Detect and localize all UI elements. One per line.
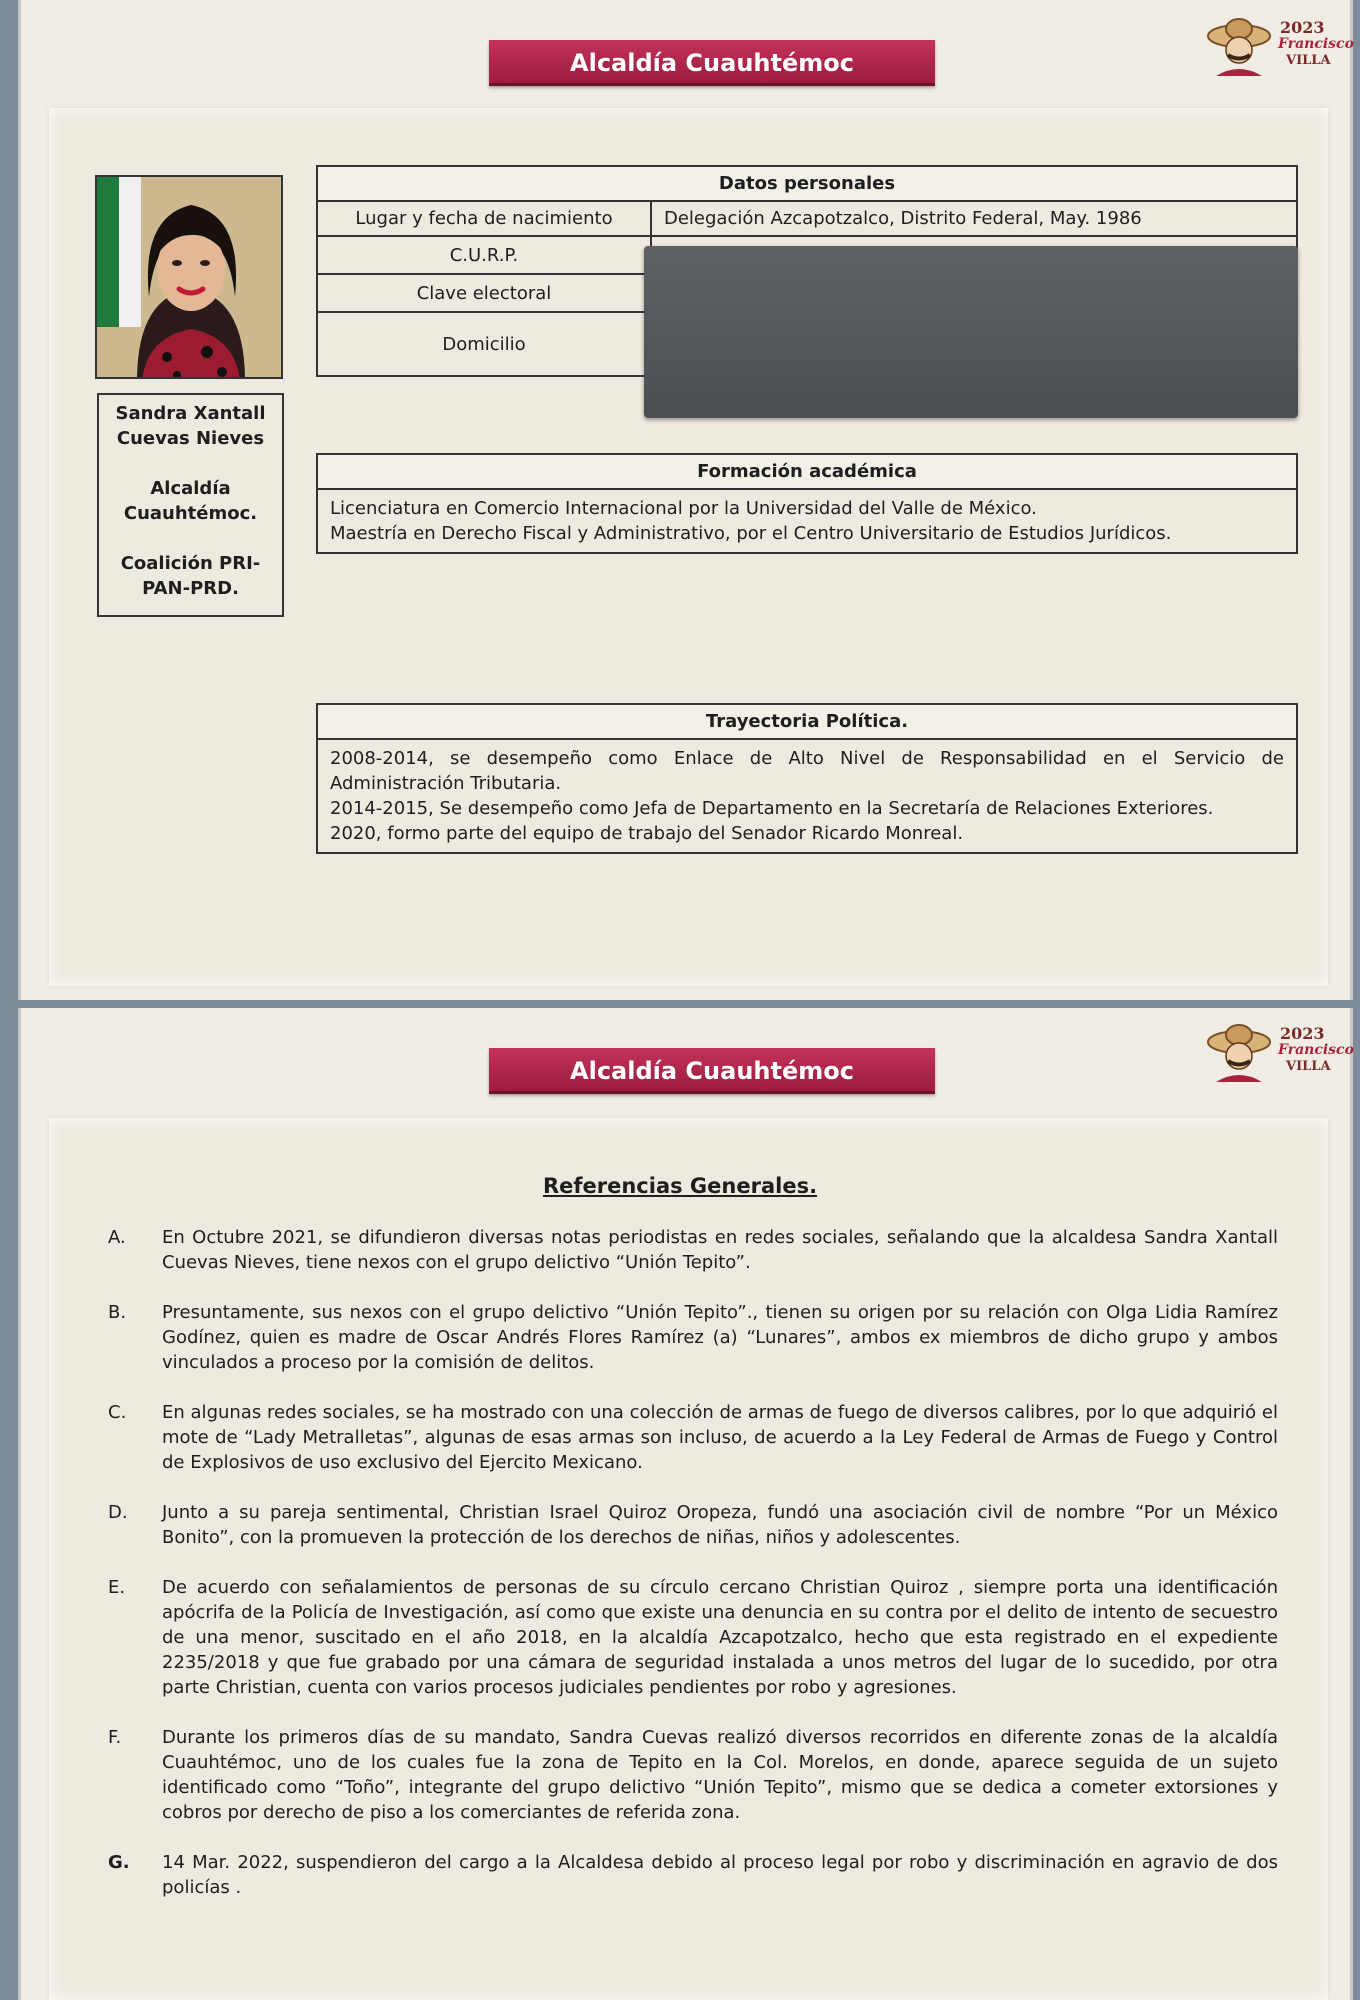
list-item bbox=[108, 1725, 1278, 1825]
academic-line: Licenciatura en Comercio Internacional por la Universidad del Valle de México. bbox=[330, 498, 1037, 519]
francisco-villa-logo bbox=[1206, 1012, 1356, 1102]
political-box bbox=[316, 703, 1298, 854]
logo-surname: VILLA bbox=[1286, 1059, 1331, 1074]
item-text: De acuerdo con señalamientos de personas de su círculo cercano Christian Quiroz , siempre porta una identificación apócrifa de la Policía de Investigación, así como que existe una denuncia en su contra por el delito de intento de secuestro de una menor, suscitado en el año 2018, en la alcaldía Azcapotzalco, hecho que esta registrado en el expediente 2235/2018 y que fue grabado por una cámara de seguridad instalada a unos metros del lugar de lo sucedido, por otra parte Christian, cuenta con varios procesos judiciales pendientes por robo y agresiones. bbox=[162, 1577, 1278, 1698]
logo-surname: VILLA bbox=[1286, 53, 1331, 68]
row-label: Clave electoral bbox=[317, 274, 651, 312]
row-label: Lugar y fecha de nacimiento bbox=[317, 201, 651, 236]
item-text: Presuntamente, sus nexos con el grupo delictivo “Unión Tepito”., tienen su origen por su relación con Olga Lidia Ramírez Godínez, quien es madre de Oscar Andrés Flores Ramírez (a) “Lunares”, ambos ex miembros de dicho grupo y ambos vinculados a proceso por la comisión de delitos. bbox=[162, 1302, 1278, 1373]
row-label: C.U.R.P. bbox=[317, 236, 651, 274]
item-letter: C. bbox=[108, 1402, 127, 1423]
francisco-villa-logo bbox=[1206, 6, 1356, 96]
table-row bbox=[317, 201, 1297, 236]
academic-box bbox=[316, 453, 1298, 554]
item-letter: G. bbox=[108, 1852, 130, 1873]
item-text: 14 Mar. 2022, suspendieron del cargo a la Alcaldesa debido al proceso legal por robo y discriminación en agravio de dos policías . bbox=[162, 1852, 1278, 1898]
item-letter: F. bbox=[108, 1727, 122, 1748]
row-label: Domicilio bbox=[317, 312, 651, 376]
item-text: En Octubre 2021, se difundieron diversas notas periodistas en redes sociales, señalando que la alcaldesa Sandra Xantall Cuevas Nieves, tiene nexos con el grupo delictivo “Unión Tepito”. bbox=[162, 1227, 1278, 1273]
logo-name: Francisco bbox=[1278, 1042, 1354, 1058]
candidate-name: Sandra Xantall Cuevas Nieves bbox=[115, 403, 266, 449]
item-letter: A. bbox=[108, 1227, 126, 1248]
villa-portrait-icon bbox=[1206, 1020, 1272, 1086]
candidate-photo bbox=[95, 175, 283, 379]
logo-year: 2023 bbox=[1280, 18, 1325, 37]
redaction-block bbox=[644, 246, 1298, 418]
item-letter: B. bbox=[108, 1302, 127, 1323]
list-item bbox=[108, 1400, 1278, 1475]
references-title: Referencias Generales. bbox=[542, 1174, 818, 1198]
row-value: Delegación Azcapotzalco, Distrito Federal, May. 1986 bbox=[651, 201, 1297, 236]
logo-name: Francisco bbox=[1278, 36, 1354, 52]
academic-header: Formación académica bbox=[318, 455, 1296, 490]
item-text: Durante los primeros días de su mandato, Sandra Cuevas realizó diversos recorridos en diferente zonas de la alcaldía Cuauhtémoc, uno de los cuales fue la zona de Tepito en la Col. Morelos, en donde, aparece seguida de un sujeto identificado como “Toño”, integrante del grupo delictivo “Unión Tepito”, mismo que se dedica a cometer extorsiones y cobros por derecho de piso a los comerciantes de referida zona. bbox=[162, 1727, 1278, 1823]
item-text: Junto a su pareja sentimental, Christian Israel Quiroz Oropeza, fundó una asociación civil de nombre “Por un México Bonito”, con la promueven la protección de los derechos de niñas, niños y adolescentes. bbox=[162, 1502, 1278, 1548]
personal-data-header: Datos personales bbox=[317, 166, 1297, 201]
item-letter: E. bbox=[108, 1577, 126, 1598]
academic-line: Maestría en Derecho Fiscal y Administrativo, por el Centro Universitario de Estudios Jurídicos. bbox=[330, 523, 1172, 544]
villa-portrait-icon bbox=[1206, 14, 1272, 80]
candidate-coalition: Coalición PRI-PAN-PRD. bbox=[120, 553, 261, 599]
references-list bbox=[108, 1225, 1278, 1925]
political-line: 2014-2015, Se desempeño como Jefa de Departamento en la Secretaría de Relaciones Exteriores. bbox=[330, 798, 1214, 819]
political-line: 2020, formo parte del equipo de trabajo del Senador Ricardo Monreal. bbox=[330, 823, 964, 844]
candidate-office: Alcaldía Cuauhtémoc. bbox=[123, 478, 258, 524]
list-item bbox=[108, 1575, 1278, 1700]
page-title: Alcaldía Cuauhtémoc bbox=[489, 40, 935, 86]
item-letter: D. bbox=[108, 1502, 128, 1523]
political-header: Trayectoria Política. bbox=[318, 705, 1296, 740]
item-text: En algunas redes sociales, se ha mostrado con una colección de armas de fuego de diversos calibres, por lo que adquirió el mote de “Lady Metralletas”, algunas de esas armas son incluso, de acuerdo a la Ley Federal de Armas de Fuego y Control de Explosivos de uso exclusivo del Ejercito Mexicano. bbox=[162, 1402, 1278, 1473]
list-item bbox=[108, 1850, 1278, 1900]
candidate-info-box bbox=[97, 393, 284, 617]
page-title: Alcaldía Cuauhtémoc bbox=[489, 1048, 935, 1094]
list-item bbox=[108, 1500, 1278, 1550]
logo-year: 2023 bbox=[1280, 1024, 1325, 1043]
political-line: 2008-2014, se desempeño como Enlace de Alto Nivel de Responsabilidad en el Servicio de Administración Tributaria. bbox=[330, 748, 1284, 794]
list-item bbox=[108, 1300, 1278, 1375]
list-item bbox=[108, 1225, 1278, 1275]
